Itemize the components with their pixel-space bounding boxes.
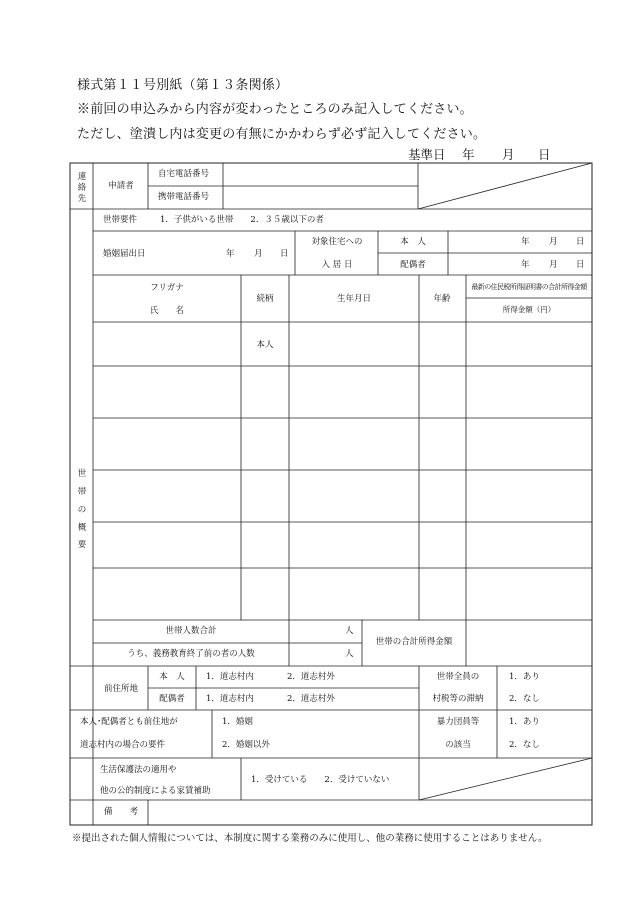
remarks-label: 備 考 — [103, 807, 139, 817]
move-in-spouse-year: 年 — [521, 260, 530, 270]
privacy-footnote: ※提出された個人情報については、本制度に関する業務のみに使用し、他の業務に使用することはありません。 — [72, 833, 548, 844]
form-number-title: 様式第１１号別紙（第１３条関係） — [77, 78, 289, 93]
income-header-2: 所得金額（円） — [502, 305, 556, 314]
move-in-self-year: 年 — [521, 237, 530, 247]
base-date-year: 年 — [462, 147, 475, 162]
same-village-requirement-label-2: 道志村内の場合の要件 — [80, 740, 166, 750]
move-in-label-2: 入 居 日 — [321, 260, 353, 270]
welfare-label-1: 生活保護法の適用や — [100, 765, 177, 775]
relation-header: 続柄 — [256, 294, 274, 304]
contact-section-label: 連絡先 — [77, 172, 87, 205]
total-members-label: 世帯人数合計 — [165, 626, 217, 636]
tax-arrears-label-1: 世帯全員の — [436, 672, 480, 682]
previous-address-spouse: 配偶者 — [159, 694, 185, 704]
requirement-option-marriage: 1．婚姻 — [222, 717, 253, 727]
marriage-date-label: 婚姻届出日 — [103, 249, 146, 259]
applicant-label: 申請者 — [108, 181, 134, 191]
marriage-year: 年 — [226, 249, 235, 259]
base-date-month: 月 — [502, 147, 515, 162]
total-income-label: 世帯の合計所得金額 — [375, 637, 453, 647]
same-village-requirement-label-1: 本人･配偶者とも前住地が — [80, 717, 178, 727]
move-in-spouse-month: 月 — [549, 260, 558, 270]
gang-member-yes: 1．あり — [509, 717, 540, 727]
tax-arrears-label-2: 村税等の滞納 — [432, 694, 484, 704]
marriage-day: 日 — [280, 249, 289, 259]
base-date-day: 日 — [538, 147, 551, 162]
name-header: 氏 名 — [149, 306, 185, 316]
move-in-spouse-label: 配偶者 — [400, 260, 426, 270]
household-section-label: 世帯の概要 — [77, 469, 87, 551]
household-requirement-label: 世帯要件 — [103, 215, 138, 225]
marriage-month: 月 — [254, 249, 263, 259]
birthdate-header: 生年月日 — [336, 294, 372, 304]
home-phone-label: 自宅電話番号 — [158, 169, 210, 179]
total-members-unit: 人 — [345, 626, 354, 636]
age-header: 年齢 — [433, 294, 451, 304]
self-option-in-village: 1．道志村内 — [206, 672, 254, 682]
income-header-1: 最新の住民税所得証明書の合計所得金額 — [471, 283, 587, 291]
gang-member-no: 2．なし — [509, 740, 540, 750]
move-in-spouse-day: 日 — [576, 260, 585, 270]
spouse-option-in-village: 1．道志村内 — [206, 694, 254, 704]
compulsory-members-unit: 人 — [345, 649, 354, 659]
tax-arrears-yes: 1．あり — [509, 672, 540, 682]
first-row-relation: 本人 — [256, 340, 274, 350]
move-in-label-1: 対象住宅への — [311, 237, 363, 247]
previous-address-label: 前住所地 — [103, 684, 139, 694]
household-requirement-options: 1．子供がいる世帯 2．３５歳以下の者 — [160, 215, 324, 225]
move-in-self-label: 本 人 — [400, 237, 426, 247]
mobile-phone-label: 携帯電話番号 — [158, 192, 210, 202]
self-option-out-village: 2．道志村外 — [287, 672, 335, 682]
move-in-self-month: 月 — [549, 237, 558, 247]
instruction-line-1: ※前回の申込みから内容が変わったところのみ記入してください。 — [77, 102, 473, 117]
tax-arrears-no: 2．なし — [509, 694, 540, 704]
welfare-label-2: 他の公的制度による家賃補助 — [100, 786, 211, 796]
gang-member-label-2: の該当 — [445, 740, 471, 750]
instruction-line-2: ただし、塗潰し内は変更の有無にかかわらず必ず記入してください。 — [77, 127, 487, 142]
welfare-options: 1．受けている 2．受けていない — [251, 775, 390, 785]
base-date-label: 基準日 — [408, 147, 446, 162]
requirement-option-other: 2．婚姻以外 — [222, 740, 270, 750]
previous-address-self: 本 人 — [159, 672, 185, 682]
gang-member-label-1: 暴力団員等 — [436, 717, 480, 727]
furigana-header: フリガナ — [150, 283, 184, 293]
compulsory-members-label: うち、義務教育終了前の者の人数 — [127, 649, 255, 659]
spouse-option-out-village: 2．道志村外 — [287, 694, 335, 704]
move-in-self-day: 日 — [576, 237, 585, 247]
